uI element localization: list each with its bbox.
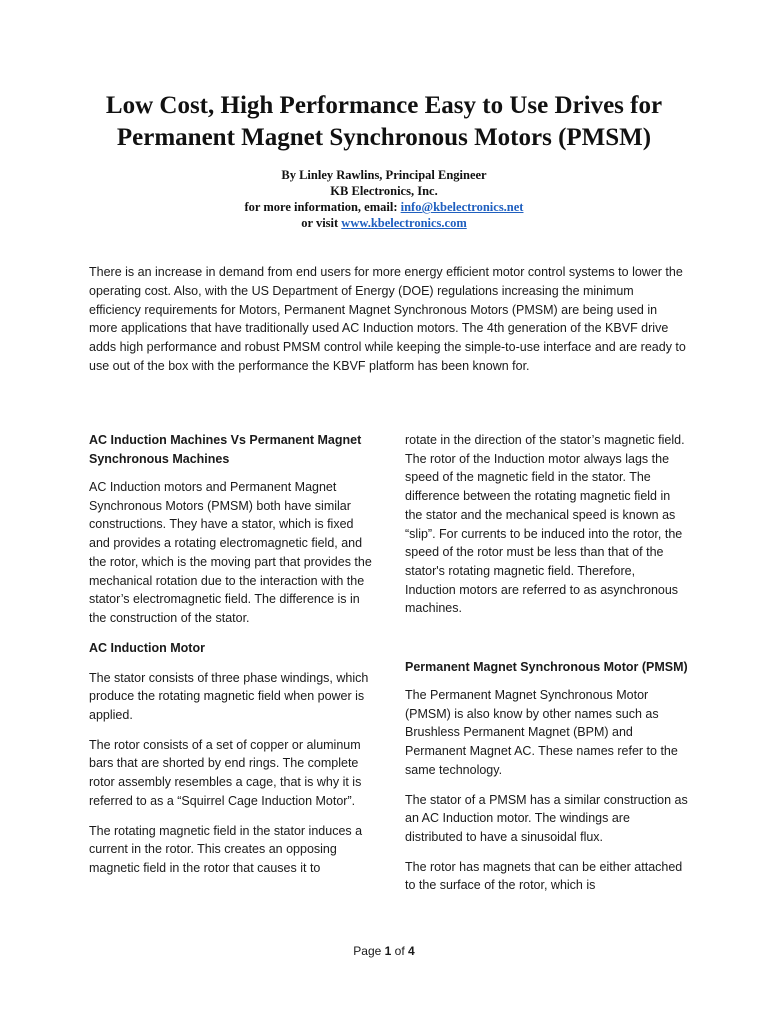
author-line: By Linley Rawlins, Principal Engineer: [281, 168, 487, 182]
section-heading-ac-vs-pm: AC Induction Machines Vs Permanent Magnet Synchronous Machines: [89, 433, 362, 466]
paragraph-pmsm-rotor: The rotor has magnets that can be either attached to the surface of the rotor, which is: [405, 859, 683, 893]
left-column: [89, 431, 372, 878]
section-heading-ac-induction-motor: AC Induction Motor: [89, 640, 205, 655]
page-footer: [0, 944, 768, 958]
email-link[interactable]: info@kbelectronics.net: [400, 200, 524, 214]
visit-prefix: or visit: [301, 216, 342, 230]
website-link[interactable]: www.kbelectronics.com: [341, 216, 467, 230]
of-word: of: [391, 944, 409, 958]
page-current: 1: [384, 944, 392, 958]
website-line: [60, 215, 708, 231]
page-total: 4: [408, 944, 415, 958]
title-line-2: Permanent Magnet Synchronous Motors (PMSM): [116, 124, 652, 151]
paragraph-rotor: The rotor consists of a set of copper or aluminum bars that are shorted by end rings. The complete rotor assembly resembles a cage, that is why it is referred to as a “Squirrel Cage Induction Motor”.: [89, 737, 362, 808]
email-prefix: for more information, email:: [244, 200, 401, 214]
paragraph-slip: rotate in the direction of the stator’s magnetic field. The rotor of the Induction motor always lags the speed of the magnetic field in the stator. The difference between the rotating magnetic field in the stator and the mechanical speed is known as “slip”. For currents to be induced into the rotor, the speed of the rotor must be less than that of the stator's rotating magnetic field. Therefore, Induction motors are referred to as asynchronous machines.: [405, 433, 685, 616]
page-word: Page: [353, 944, 385, 958]
right-column: [405, 431, 688, 895]
paragraph-pmsm-stator: The stator of a PMSM has a similar construction as an AC Induction motor. The windings are distributed to have a sinusoidal flux.: [405, 792, 688, 844]
section-heading-pmsm: Permanent Magnet Synchronous Motor (PMSM): [405, 660, 688, 675]
paragraph-rotating-field: The rotating magnetic field in the stator induces a current in the rotor. This creates an opposing magnetic field in the rotor that causes it to: [89, 823, 363, 875]
company-line: KB Electronics, Inc.: [330, 184, 438, 198]
document-title: [60, 90, 708, 154]
intro-paragraph: There is an increase in demand from end users for more energy efficient motor control systems to lower the operating cost. Also, with the US Department of Energy (DOE) regulations increasing the minimum efficiency requirements for Motors, Permanent Magnet Synchronous Motors (PMSM) are being used in more applications that have traditionally used AC Induction motors. The 4th generation of the KBVF drive adds high performance and robust PMSM control while keeping the simple-to-use interface and are ready to use out of the box with the performance the KBVF platform has been known for.: [89, 265, 686, 373]
paragraph-stator: The stator consists of three phase windings, which produce the rotating magnetic field when power is applied.: [89, 670, 369, 723]
title-line-1: Low Cost, High Performance Easy to Use Drives for: [105, 92, 663, 119]
paragraph-comparison: AC Induction motors and Permanent Magnet Synchronous Motors (PMSM) both have similar constructions. They have a stator, which is fixed and provides a rotating electromagnetic field, and the rotor, which is the moving part that provides the mechanical rotation due to the interaction with the stator’s electromagnetic field. The difference is in the construction of the stator.: [89, 480, 372, 625]
byline: [60, 167, 708, 231]
email-line: [60, 199, 708, 215]
paragraph-pmsm-names: The Permanent Magnet Synchronous Motor (PMSM) is also know by other names such as Brushless Permanent Magnet (BPM) and Permanent Magnet AC. These names refer to the same technology.: [405, 688, 678, 777]
